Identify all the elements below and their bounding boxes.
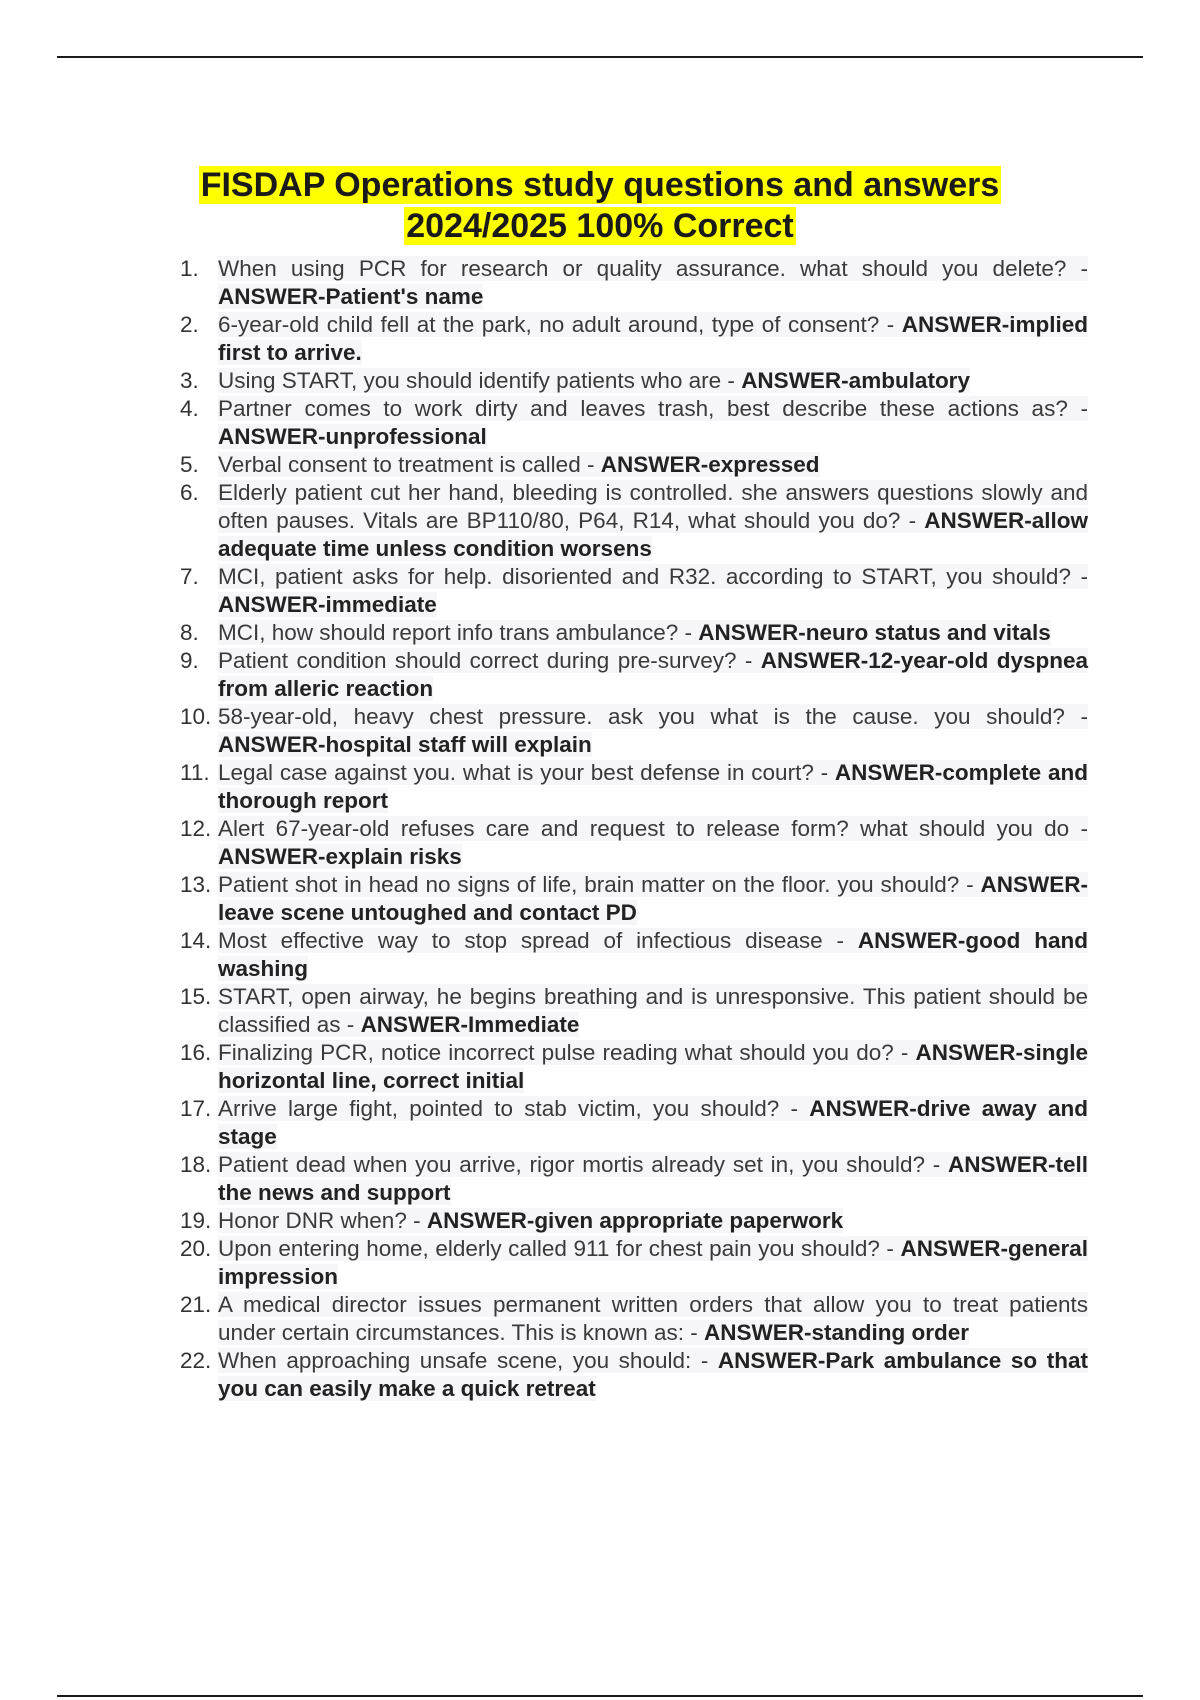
answer-text: ANSWER-general impression	[218, 1236, 1088, 1289]
question-text: Elderly patient cut her hand, bleeding is controlled. she answers questions slowly and often pauses. Vitals are BP110/80, P64, R14, what should you do? -	[218, 480, 1088, 533]
question-text: Verbal consent to treatment is called -	[218, 452, 601, 477]
answer-text: ANSWER-drive away and stage	[218, 1096, 1088, 1149]
list-item	[180, 1095, 1088, 1151]
item-number: 17.	[180, 1096, 212, 1121]
question-text: Finalizing PCR, notice incorrect pulse reading what should you do? -	[218, 1040, 916, 1065]
question-text: 58-year-old, heavy chest pressure. ask you what is the cause. you should? -	[218, 704, 1088, 729]
answer-text: ANSWER-immediate	[218, 592, 437, 617]
list-item	[180, 983, 1088, 1039]
list-item	[180, 1151, 1088, 1207]
answer-text: ANSWER-ambulatory	[741, 368, 970, 393]
answer-text: ANSWER-neuro status and vitals	[698, 620, 1051, 645]
list-item	[180, 647, 1088, 703]
list-item	[180, 759, 1088, 815]
question-answer-list	[180, 255, 1088, 1403]
question-text: START, open airway, he begins breathing and is unresponsive. This patient should be classified as -	[218, 984, 1088, 1037]
document-title	[0, 165, 1200, 247]
answer-text: ANSWER-leave scene untoughed and contact PD	[218, 872, 1088, 925]
question-text: Upon entering home, elderly called 911 for chest pain you should? -	[218, 1236, 901, 1261]
answer-text: ANSWER-explain risks	[218, 844, 462, 869]
question-text: 6-year-old child fell at the park, no adult around, type of consent? -	[218, 312, 902, 337]
list-item	[180, 703, 1088, 759]
item-number: 4.	[180, 396, 199, 421]
item-number: 5.	[180, 452, 199, 477]
answer-text: ANSWER-hospital staff will explain	[218, 732, 592, 757]
answer-text: ANSWER-tell the news and support	[218, 1152, 1088, 1205]
list-item	[180, 255, 1088, 311]
item-number: 7.	[180, 564, 199, 589]
answer-text: ANSWER-single horizontal line, correct initial	[218, 1040, 1088, 1093]
list-item	[180, 1207, 1088, 1235]
question-text: Patient condition should correct during pre-survey? -	[218, 648, 761, 673]
item-number: 21.	[180, 1292, 212, 1317]
item-number: 13.	[180, 872, 212, 897]
list-item	[180, 367, 1088, 395]
item-number: 9.	[180, 648, 199, 673]
answer-text: ANSWER-Patient's name	[218, 284, 484, 309]
answer-text: ANSWER-expressed	[600, 452, 820, 477]
item-number: 16.	[180, 1040, 212, 1065]
list-item	[180, 871, 1088, 927]
question-text: Using START, you should identify patients who are -	[218, 368, 742, 393]
question-text: Honor DNR when? -	[218, 1208, 427, 1233]
question-text: A medical director issues permanent written orders that allow you to treat patients under certain circumstances. This is known as: -	[218, 1292, 1088, 1345]
question-text: Most effective way to stop spread of infectious disease -	[218, 928, 858, 953]
answer-text: ANSWER-12-year-old dyspnea from alleric reaction	[218, 648, 1088, 701]
list-item	[180, 619, 1088, 647]
list-item	[180, 927, 1088, 983]
question-text: Arrive large fight, pointed to stab victim, you should? -	[218, 1096, 810, 1121]
list-item	[180, 1291, 1088, 1347]
item-number: 22.	[180, 1348, 212, 1373]
question-text: MCI, how should report info trans ambulance? -	[218, 620, 699, 645]
question-text: Patient shot in head no signs of life, brain matter on the floor. you should? -	[218, 872, 981, 897]
answer-text: ANSWER-Park ambulance so that you can easily make a quick retreat	[218, 1348, 1088, 1401]
header-rule	[57, 56, 1143, 58]
answer-text: ANSWER-standing order	[704, 1320, 970, 1345]
item-number: 3.	[180, 368, 199, 393]
list-item	[180, 563, 1088, 619]
item-number: 20.	[180, 1236, 212, 1261]
answer-text: ANSWER-unprofessional	[218, 424, 487, 449]
item-number: 8.	[180, 620, 199, 645]
question-text: Patient dead when you arrive, rigor mortis already set in, you should? -	[218, 1152, 948, 1177]
answer-text: ANSWER-given appropriate paperwork	[426, 1208, 844, 1233]
item-number: 19.	[180, 1208, 212, 1233]
item-number: 1.	[180, 256, 199, 281]
answer-text: ANSWER-allow adequate time unless condition worsens	[218, 508, 1088, 561]
question-text: MCI, patient asks for help. disoriented and R32. according to START, you should? -	[218, 564, 1088, 589]
answer-text: ANSWER-Immediate	[360, 1012, 580, 1037]
list-item	[180, 395, 1088, 451]
question-text: When approaching unsafe scene, you should: -	[218, 1348, 718, 1373]
list-item	[180, 1235, 1088, 1291]
list-item	[180, 1039, 1088, 1095]
question-text: Alert 67-year-old refuses care and request to release form? what should you do -	[218, 816, 1088, 841]
item-number: 15.	[180, 984, 212, 1009]
answer-text: ANSWER-complete and thorough report	[218, 760, 1088, 813]
title-line-1: FISDAP Operations study questions and answers	[200, 165, 1000, 204]
title-line-2: 2024/2025 100% Correct	[406, 206, 794, 245]
question-text: Partner comes to work dirty and leaves trash, best describe these actions as? -	[218, 396, 1088, 421]
item-number: 2.	[180, 312, 199, 337]
list-item	[180, 1347, 1088, 1403]
item-number: 10.	[180, 704, 212, 729]
list-item	[180, 311, 1088, 367]
item-number: 18.	[180, 1152, 212, 1177]
answer-text: ANSWER-implied first to arrive.	[218, 312, 1088, 365]
list-item	[180, 815, 1088, 871]
item-number: 12.	[180, 816, 212, 841]
item-number: 14.	[180, 928, 212, 953]
list-item	[180, 451, 1088, 479]
question-text: When using PCR for research or quality assurance. what should you delete? -	[218, 256, 1088, 281]
item-number: 11.	[180, 760, 210, 785]
answer-text: ANSWER-good hand washing	[218, 928, 1088, 981]
list-item	[180, 479, 1088, 563]
item-number: 6.	[180, 480, 199, 505]
question-text: Legal case against you. what is your best defense in court? -	[218, 760, 835, 785]
footer-rule	[57, 1695, 1143, 1697]
